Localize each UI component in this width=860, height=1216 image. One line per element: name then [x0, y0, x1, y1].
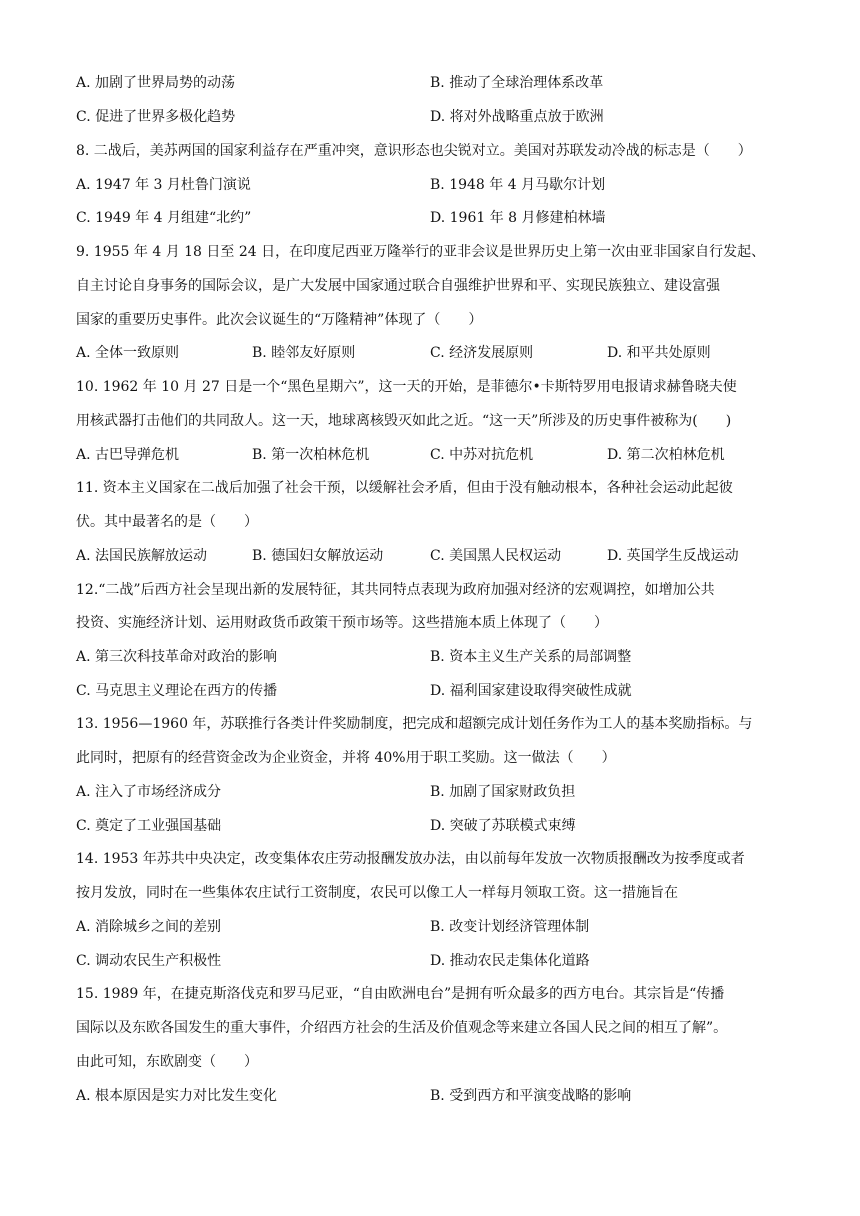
q9-option-d: D. 和平共处原则 — [607, 345, 711, 361]
q13-stem-line: 此同时，把原有的经营资金改为企业资金，并将 40%用于职工奖励。这一做法（ ） — [76, 750, 616, 766]
q12-option-d: D. 福利国家建设取得突破性成就 — [430, 683, 632, 699]
q14-stem-line: 按月发放，同时在一些集体农庄试行工资制度，农民可以像工人一样每月领取工资。这一措施旨在 — [76, 885, 678, 901]
q15-option-a: A. 根本原因是实力对比发生变化 — [76, 1088, 278, 1104]
q15-stem-line: 由此可知，东欧剧变（ ） — [76, 1054, 258, 1070]
q7-option-d: D. 将对外战略重点放于欧洲 — [430, 109, 604, 125]
q14-stem-line: 14. 1953 年苏共中央决定，改变集体农庄劳动报酬发放办法，由以前每年发放一次物质报酬改为按季度或者 — [76, 851, 745, 867]
q11-option-d: D. 英国学生反战运动 — [607, 548, 739, 564]
q11-stem-line: 11. 资本主义国家在二战后加强了社会干预，以缓解社会矛盾，但由于没有触动根本，各种社会运动此起彼 — [76, 480, 733, 496]
q8-option-c: C. 1949 年 4 月组建“北约” — [76, 210, 252, 226]
q14-option-a: A. 消除城乡之间的差别 — [76, 919, 222, 935]
q8-option-a: A. 1947 年 3 月杜鲁门演说 — [76, 177, 251, 193]
q12-option-c: C. 马克思主义理论在西方的传播 — [76, 683, 278, 699]
q12-stem-line: 12.“二战”后西方社会呈现出新的发展特征，其共同特点表现为政府加强对经济的宏观调控，如增加公共 — [76, 582, 715, 598]
q12-option-a: A. 第三次科技革命对政治的影响 — [76, 649, 278, 665]
q13-option-d: D. 突破了苏联模式束缚 — [430, 818, 576, 834]
q14-option-d: D. 推动农民走集体化道路 — [430, 953, 590, 969]
q9-option-b: B. 睦邻友好原则 — [252, 345, 356, 361]
q9-stem-line: 9. 1955 年 4 月 18 日至 24 日，在印度尼西亚万隆举行的亚非会议是世界历史上第一次由亚非国家自行发起、 — [76, 244, 766, 260]
q15-stem-line: 国际以及东欧各国发生的重大事件，介绍西方社会的生活及价值观念等来建立各国人民之间的相互了解”。 — [76, 1020, 728, 1036]
q9-option-a: A. 全体一致原则 — [76, 345, 180, 361]
q10-stem-line: 用核武器打击他们的共同敌人。这一天，地球离核毁灭如此之近。“这一天”所涉及的历史事件被称为( ) — [76, 413, 732, 429]
q11-option-a: A. 法国民族解放运动 — [76, 548, 208, 564]
q7-option-b: B. 推动了全球治理体系改革 — [430, 75, 604, 91]
q10-option-b: B. 第一次柏林危机 — [252, 447, 370, 463]
q15-option-b: B. 受到西方和平演变战略的影响 — [430, 1088, 632, 1104]
q14-option-c: C. 调动农民生产积极性 — [76, 953, 222, 969]
q13-option-b: B. 加剧了国家财政负担 — [430, 784, 576, 800]
q15-stem-line: 15. 1989 年，在捷克斯洛伐克和罗马尼亚，“自由欧洲电台”是拥有听众最多的西方电台。其宗旨是“传播 — [76, 986, 725, 1002]
q10-option-a: A. 古巴导弹危机 — [76, 447, 180, 463]
q13-stem-line: 13. 1956—1960 年，苏联推行各类计件奖励制度，把完成和超额完成计划任务作为工人的基本奖励指标。与 — [76, 716, 753, 732]
q10-stem-line: 10. 1962 年 10 月 27 日是一个“黑色星期六”，这一天的开始，是菲德尔•卡斯特罗用电报请求赫鲁晓夫使 — [76, 379, 737, 395]
q9-stem-line: 自主讨论自身事务的国际会议，是广大发展中国家通过联合自强维护世界和平、实现民族独立、建设富强 — [76, 278, 720, 294]
q13-option-c: C. 奠定了工业强国基础 — [76, 818, 222, 834]
q12-stem-line: 投资、实施经济计划、运用财政货币政策干预市场等。这些措施本质上体现了（ ） — [76, 615, 608, 631]
q11-stem-line: 伏。其中最著名的是（ ） — [76, 514, 258, 530]
q7-option-c: C. 促进了世界多极化趋势 — [76, 109, 236, 125]
q13-option-a: A. 注入了市场经济成分 — [76, 784, 222, 800]
q8-option-d: D. 1961 年 8 月修建柏林墙 — [430, 210, 606, 226]
q9-stem-line: 国家的重要历史事件。此次会议诞生的“万隆精神”体现了（ ） — [76, 312, 483, 328]
q12-option-b: B. 资本主义生产关系的局部调整 — [430, 649, 632, 665]
q9-option-c: C. 经济发展原则 — [430, 345, 534, 361]
q11-option-b: B. 德国妇女解放运动 — [252, 548, 384, 564]
q8-stem-line: 8. 二战后，美苏两国的国家利益存在严重冲突，意识形态也尖锐对立。美国对苏联发动冷战的标志是（ ） — [76, 143, 752, 159]
q10-option-d: D. 第二次柏林危机 — [607, 447, 725, 463]
q10-option-c: C. 中苏对抗危机 — [430, 447, 534, 463]
q11-option-c: C. 美国黑人民权运动 — [430, 548, 562, 564]
q8-option-b: B. 1948 年 4 月马歇尔计划 — [430, 177, 606, 193]
q14-option-b: B. 改变计划经济管理体制 — [430, 919, 590, 935]
q7-option-a: A. 加剧了世界局势的动荡 — [76, 75, 236, 91]
